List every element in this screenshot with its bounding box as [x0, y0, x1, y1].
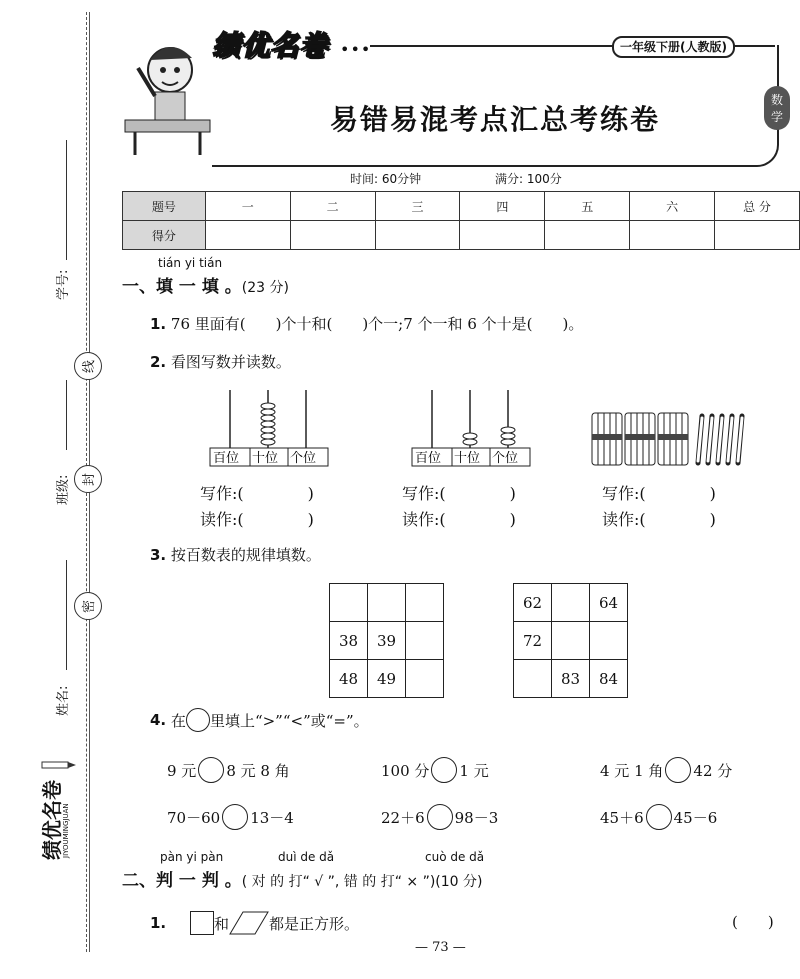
subject-badge: 数 学 [764, 86, 790, 130]
grid-cell: 48 [330, 660, 368, 698]
score-input-cell[interactable] [715, 221, 800, 250]
grid-cell[interactable] [552, 584, 590, 622]
grid-cell: 38 [330, 622, 368, 660]
page-number: — 73 — [415, 940, 466, 955]
score-input-cell[interactable] [375, 221, 460, 250]
abacus-label: 十位 [252, 451, 279, 466]
compare-item: 4 元 1 角 42 分 [600, 757, 732, 783]
name-label: 姓名: [56, 685, 71, 716]
section2-pinyin-3: cuò de dǎ [425, 850, 485, 864]
pencil-icon [40, 750, 80, 780]
parallelogram-icon [229, 911, 269, 935]
question-1-3: 3. 按百数表的规律填数。 [150, 546, 321, 564]
class-line[interactable] [66, 380, 68, 450]
score-cell: 总 分 [715, 192, 800, 221]
class-label: 班级: [56, 474, 71, 505]
score-cell: 六 [630, 192, 715, 221]
abacus-1-icon [210, 388, 330, 468]
grid-cell[interactable] [406, 622, 444, 660]
score-table [122, 191, 800, 250]
score-cell: 二 [290, 192, 375, 221]
score-table-header-row [123, 192, 800, 221]
score-input-cell[interactable] [460, 221, 545, 250]
score-input-cell[interactable] [290, 221, 375, 250]
side-logo: 绩优名卷 [40, 780, 64, 860]
page-title: 易错易混考点汇总考练卷 [330, 103, 661, 136]
abacus-label: 个位 [492, 451, 519, 466]
grid-cell[interactable] [368, 584, 406, 622]
read-answer-1[interactable]: 读作:( ) [200, 510, 314, 529]
read-answer-3[interactable]: 读作:( ) [602, 510, 716, 529]
grade-tag: 一年级下册(人教版) [612, 36, 735, 58]
square-icon [190, 911, 214, 935]
compare-circle[interactable] [646, 804, 672, 830]
section1-title: 一、填 一 填 。(23 分) [122, 277, 289, 297]
grid-cell: 64 [590, 584, 628, 622]
grid-cell: 84 [590, 660, 628, 698]
grid-cell: 49 [368, 660, 406, 698]
circle-icon [186, 708, 210, 732]
score-cell: 四 [460, 192, 545, 221]
abacus-label: 个位 [290, 451, 317, 466]
score-cell: 五 [545, 192, 630, 221]
abacus-2-icon [412, 388, 532, 468]
hundred-grid-2 [513, 583, 628, 698]
score-cell: 得分 [123, 221, 206, 250]
compare-circle[interactable] [198, 757, 224, 783]
score-input-cell[interactable] [630, 221, 715, 250]
score-cell: 一 [205, 192, 290, 221]
stick-bundles-icon [590, 408, 790, 468]
write-answer-3[interactable]: 写作:( ) [602, 484, 716, 503]
section2-pinyin-1: pàn yi pàn [160, 850, 224, 864]
section1-pinyin: tián yi tián [158, 256, 223, 270]
grid-cell[interactable] [330, 584, 368, 622]
score-cell: 题号 [123, 192, 206, 221]
abacus-label: 百位 [213, 451, 240, 466]
score-table-score-row [123, 221, 800, 250]
score-cell: 三 [375, 192, 460, 221]
write-answer-1[interactable]: 写作:( ) [200, 484, 314, 503]
hundred-grid-1 [329, 583, 444, 698]
score-input-cell[interactable] [205, 221, 290, 250]
grid-cell[interactable] [590, 622, 628, 660]
brand-logo: 绩优名卷 [212, 29, 329, 62]
compare-item: 100 分 1 元 [381, 757, 489, 783]
compare-circle[interactable] [427, 804, 453, 830]
question-1-1: 1. 76 里面有( )个十和( )个一;7 个一和 6 个十是( )。 [150, 315, 584, 333]
side-logo-pinyin: JIYOUMINGJUAN [62, 803, 70, 858]
student-mascot-icon [120, 30, 215, 160]
grid-cell[interactable] [552, 622, 590, 660]
compare-circle[interactable] [222, 804, 248, 830]
judge-answer-1[interactable]: ( ) [732, 913, 774, 931]
question-2-1: 1. 和 都是正方形。 [150, 911, 359, 935]
grid-cell[interactable] [406, 660, 444, 698]
grid-cell[interactable] [406, 584, 444, 622]
seal-char-mi: 密 [74, 592, 102, 620]
logo-dots: ••• [340, 40, 372, 59]
write-answer-2[interactable]: 写作:( ) [402, 484, 516, 503]
section2-pinyin-2: duì de dǎ [278, 850, 335, 864]
grid-cell: 72 [514, 622, 552, 660]
read-answer-2[interactable]: 读作:( ) [402, 510, 516, 529]
compare-item: 22＋6 98－3 [381, 804, 498, 830]
full-score: 满分: 100分 [495, 172, 562, 186]
score-input-cell[interactable] [545, 221, 630, 250]
seal-char-xian: 线 [74, 352, 102, 380]
grid-cell: 39 [368, 622, 406, 660]
exam-time: 时间: 60分钟 [350, 172, 422, 186]
compare-item: 70－60 13－4 [167, 804, 294, 830]
grid-cell: 62 [514, 584, 552, 622]
seal-char-feng: 封 [74, 465, 102, 493]
grid-cell[interactable] [514, 660, 552, 698]
compare-circle[interactable] [665, 757, 691, 783]
student-no-label: 学号: [56, 269, 71, 300]
name-line[interactable] [66, 560, 68, 670]
student-no-line[interactable] [66, 140, 68, 260]
grid-cell: 83 [552, 660, 590, 698]
section2-title: 二、判 一 判 。( 对 的 打“ √ ”, 错 的 打“ × ”)(10 分) [122, 871, 483, 891]
question-1-4: 4. 在 里填上“>”“<”或“=”。 [150, 708, 369, 732]
compare-circle[interactable] [431, 757, 457, 783]
compare-item: 45＋6 45－6 [600, 804, 717, 830]
abacus-label: 十位 [454, 451, 481, 466]
abacus-label: 百位 [415, 451, 442, 466]
compare-item: 9 元 8 元 8 角 [167, 757, 290, 783]
question-1-2: 2. 看图写数并读数。 [150, 353, 291, 371]
